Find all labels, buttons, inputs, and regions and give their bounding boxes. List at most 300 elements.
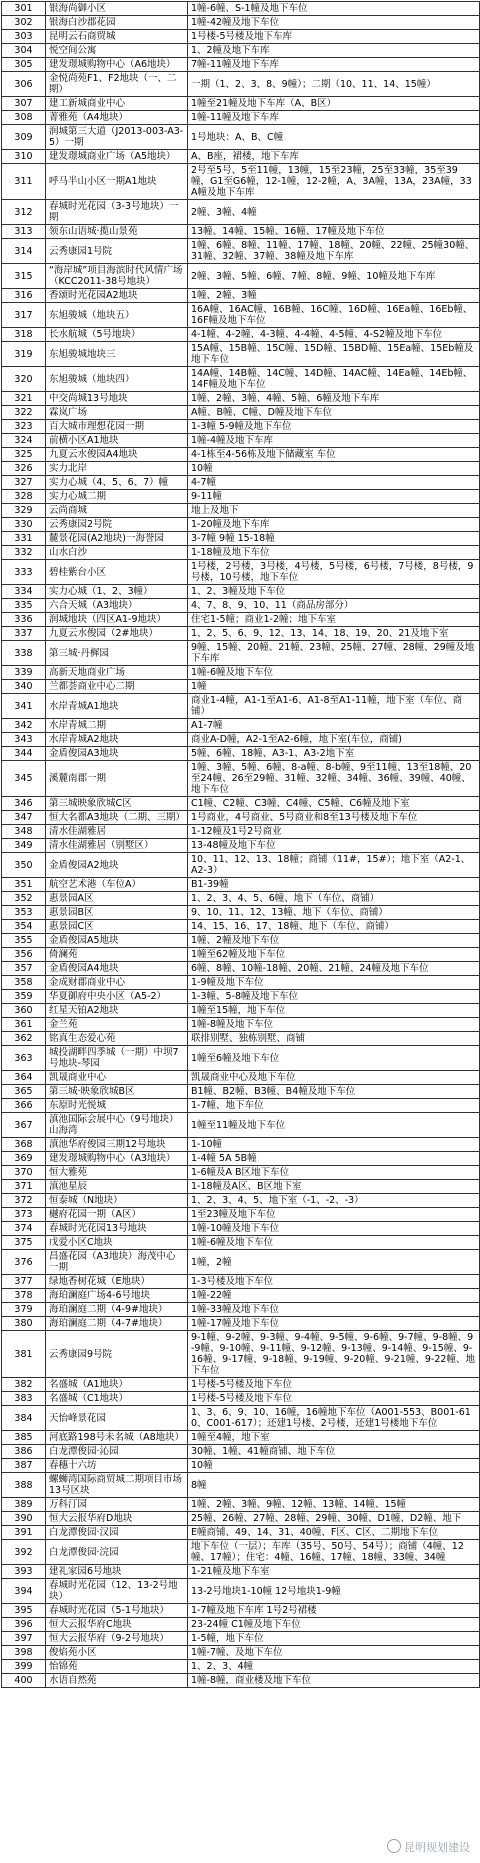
building-scope-cell: 30幢、1幢、41幢商铺、地下车位 xyxy=(188,1445,480,1459)
building-scope-cell: 4-1栋至4-56栋及地下储藏室 车位 xyxy=(188,448,480,462)
project-name-cell: 樾府花园一期（A区） xyxy=(46,1208,188,1222)
building-scope-cell: 15A幢、15B幢、15C幢、15D幢、15BD幢、15Ea幢、15Eb幢及地下车位 xyxy=(188,342,480,367)
table-row xyxy=(2,1071,480,1085)
project-name-cell: 白龙潭俊园·沁园 xyxy=(46,1445,188,1459)
table-row xyxy=(2,747,480,761)
building-scope-cell: 住宅1-5幢；商业1-2幢；地下车室 xyxy=(188,613,480,627)
project-name-cell: 六合天城（A3地块） xyxy=(46,599,188,613)
project-name-cell: 恒大云报华府C地块 xyxy=(46,1618,188,1632)
row-number-cell: 379 xyxy=(2,1303,46,1317)
table-row xyxy=(2,532,480,546)
row-number-cell: 397 xyxy=(2,1632,46,1646)
project-name-cell: 滇池国际会展中心（9号地块）山海湾 xyxy=(46,1113,188,1138)
building-scope-cell: 7幢-11幢及地下车库 xyxy=(188,58,480,72)
project-name-cell: 银海尚御小区 xyxy=(46,2,188,16)
table-row xyxy=(2,58,480,72)
table-row xyxy=(2,1331,480,1378)
row-number-cell: 303 xyxy=(2,30,46,44)
project-name-cell: 呼马半山小区一期A1地块 xyxy=(46,164,188,200)
project-name-cell: 领东山语城·揽山景苑 xyxy=(46,225,188,239)
table-row xyxy=(2,490,480,504)
project-name-cell: 春城时光花园（5-1号地块） xyxy=(46,1604,188,1618)
table-row xyxy=(2,761,480,797)
table-row xyxy=(2,976,480,990)
project-name-cell: 红星天铂A2地块 xyxy=(46,1004,188,1018)
building-scope-cell: B1幢、B2幢、B3幢、B4幢及地下车位 xyxy=(188,1085,480,1099)
row-number-cell: 322 xyxy=(2,406,46,420)
project-name-cell: 城投湖畔四季城（一期）中坝7号地块-琴园 xyxy=(46,1046,188,1071)
building-scope-cell: 9-11幢 xyxy=(188,490,480,504)
building-scope-cell: 1幢-8幢及地下车位 xyxy=(188,1018,480,1032)
table-row xyxy=(2,892,480,906)
table-row xyxy=(2,406,480,420)
project-name-cell: 海珀澜庭广场4-6号地块 xyxy=(46,1289,188,1303)
table-row xyxy=(2,342,480,367)
row-number-cell: 349 xyxy=(2,839,46,853)
building-scope-cell: 1-18幢及A区、B区地下室 xyxy=(188,1180,480,1194)
project-name-cell: 云秀康园9号院 xyxy=(46,1331,188,1378)
table-row xyxy=(2,72,480,97)
row-number-cell: 333 xyxy=(2,560,46,585)
table-row xyxy=(2,1194,480,1208)
building-scope-cell: 2幢、3幢、4幢 xyxy=(188,200,480,225)
table-row xyxy=(2,1138,480,1152)
project-name-cell: 金悦尚苑F1、F2地块（一、二期） xyxy=(46,72,188,97)
building-scope-cell: 1幢至21幢及地下车库（A、B区） xyxy=(188,97,480,111)
wechat-icon xyxy=(387,1839,401,1853)
building-scope-cell: 10幢 xyxy=(188,462,480,476)
table-row xyxy=(2,1512,480,1526)
building-scope-cell: 1、2、3、4、5、6幢、地下（车位、商铺） xyxy=(188,892,480,906)
row-number-cell: 316 xyxy=(2,289,46,303)
table-row xyxy=(2,1222,480,1236)
building-scope-cell: 1幢-7幢、及地下车位 xyxy=(188,1646,480,1660)
row-number-cell: 368 xyxy=(2,1138,46,1152)
table-row xyxy=(2,1166,480,1180)
project-name-cell: 香颂时光花园A2地块 xyxy=(46,289,188,303)
table-row xyxy=(2,1445,480,1459)
table-row xyxy=(2,920,480,934)
row-number-cell: 384 xyxy=(2,1406,46,1431)
table-row xyxy=(2,1085,480,1099)
project-name-cell: 滇池华府俊园三期12号地块 xyxy=(46,1138,188,1152)
table-row xyxy=(2,1674,480,1688)
row-number-cell: 381 xyxy=(2,1331,46,1378)
project-name-cell: 惠景园C区 xyxy=(46,920,188,934)
table-row xyxy=(2,30,480,44)
row-number-cell: 323 xyxy=(2,420,46,434)
row-number-cell: 304 xyxy=(2,44,46,58)
table-row xyxy=(2,1317,480,1331)
row-number-cell: 398 xyxy=(2,1646,46,1660)
table-row xyxy=(2,150,480,164)
watermark-text: 昆明规划建设 xyxy=(404,1841,470,1854)
building-scope-cell: 13-2号地块1-10幢 12号地块1-9幢 xyxy=(188,1579,480,1604)
building-scope-cell: 1-4幢 5A 5B幢 xyxy=(188,1152,480,1166)
building-scope-cell: 1幢 xyxy=(188,680,480,694)
building-scope-cell: C1幢、C2幢、C3幢、C4幢、C5幢、C6幢及地下室 xyxy=(188,797,480,811)
table-row xyxy=(2,1018,480,1032)
table-row xyxy=(2,934,480,948)
row-number-cell: 305 xyxy=(2,58,46,72)
table-row xyxy=(2,225,480,239)
table-row xyxy=(2,1498,480,1512)
building-scope-cell: 13幢、14幢、15幢、16幢、17幢及地下车位 xyxy=(188,225,480,239)
project-name-cell: 名盛城（A1地块） xyxy=(46,1378,188,1392)
building-scope-cell: 凯晟商业中心及地下车位 xyxy=(188,1071,480,1085)
building-scope-cell: 16A幢、16AC幢、16B幢、16C幢、16D幢、16Ea幢、16Eb幢、16F幢及地下车位 xyxy=(188,303,480,328)
row-number-cell: 361 xyxy=(2,1018,46,1032)
row-number-cell: 386 xyxy=(2,1445,46,1459)
table-row xyxy=(2,1526,480,1540)
row-number-cell: 307 xyxy=(2,97,46,111)
project-name-cell: 兰都荟商业中心二期 xyxy=(46,680,188,694)
project-name-cell: 前横小区A1地块 xyxy=(46,434,188,448)
project-name-cell: 白龙潭俊园·浣园 xyxy=(46,1540,188,1565)
project-name-cell: 白龙潭俊园·汉园 xyxy=(46,1526,188,1540)
project-name-cell: 第三城映象欣城C区 xyxy=(46,797,188,811)
building-scope-cell: 1幢、2幢、3幢、9幢、12幢、13幢、14幢、15幢 xyxy=(188,1498,480,1512)
building-scope-cell: 商业1-4幢，A1-1至A1-6、A1-8至A1-11幢，地下室（车位、商铺） xyxy=(188,694,480,719)
table-row xyxy=(2,733,480,747)
building-scope-cell: 1幢至11幢及地下车位 xyxy=(188,1113,480,1138)
row-number-cell: 378 xyxy=(2,1289,46,1303)
table-row xyxy=(2,1646,480,1660)
table-row xyxy=(2,111,480,125)
building-scope-cell: 1幢-6幢及地下车位 xyxy=(188,1236,480,1250)
row-number-cell: 342 xyxy=(2,719,46,733)
project-name-cell: 菁雅苑（A4地块） xyxy=(46,111,188,125)
building-scope-cell: 1、2、3、4、5、地下室（-1、-2、-3） xyxy=(188,1194,480,1208)
table-row xyxy=(2,164,480,200)
table-row xyxy=(2,1303,480,1317)
project-name-cell: 昌盛花园（A3地块）海茂中心一期 xyxy=(46,1250,188,1275)
project-name-cell: 银海白沙郡花园 xyxy=(46,16,188,30)
table-row xyxy=(2,97,480,111)
table-row xyxy=(2,1618,480,1632)
building-scope-cell: 13-48幢及地下车位 xyxy=(188,839,480,853)
building-scope-cell: 1幢-6幢及地下车位 xyxy=(188,666,480,680)
building-scope-cell: 10、11、12、13、18幢；商铺（11#，15#）；地下室（A2-1、A2-3） xyxy=(188,853,480,878)
project-table xyxy=(1,1,480,1688)
table-row xyxy=(2,680,480,694)
building-scope-cell: 1-12幢及1号2号商业 xyxy=(188,825,480,839)
table-row xyxy=(2,289,480,303)
project-name-cell: 水岸青城A1地块 xyxy=(46,694,188,719)
project-name-cell: 天怡峰景花园 xyxy=(46,1406,188,1431)
building-scope-cell: 1-5幢，地下车位 xyxy=(188,1632,480,1646)
table-row xyxy=(2,476,480,490)
table-row xyxy=(2,303,480,328)
building-scope-cell: 6幢、8幢、10幢-18幢、20幢、21幢、24幢及地下车位 xyxy=(188,962,480,976)
row-number-cell: 370 xyxy=(2,1166,46,1180)
table-row xyxy=(2,367,480,392)
project-name-cell: “海岸城”项目海滨时代风情广场（KCC2011-38号地块） xyxy=(46,264,188,289)
row-number-cell: 337 xyxy=(2,627,46,641)
building-scope-cell: 1号楼-5号楼及地下车库 xyxy=(188,30,480,44)
building-scope-cell: 1幢至15幢，地下车位 xyxy=(188,1004,480,1018)
project-name-cell: 实力心城二期 xyxy=(46,490,188,504)
building-scope-cell: 1-3幢、5-8幢及地下车位 xyxy=(188,990,480,1004)
table-row xyxy=(2,1236,480,1250)
row-number-cell: 394 xyxy=(2,1579,46,1604)
row-number-cell: 327 xyxy=(2,476,46,490)
table-row xyxy=(2,200,480,225)
table-row xyxy=(2,239,480,264)
building-scope-cell: 1幢-22幢 xyxy=(188,1289,480,1303)
project-name-cell: 中交尚城13号地块 xyxy=(46,392,188,406)
project-name-cell: 金盾俊园A3地块 xyxy=(46,747,188,761)
building-scope-cell: 1幢，2幢 xyxy=(188,1250,480,1275)
row-number-cell: 325 xyxy=(2,448,46,462)
row-number-cell: 308 xyxy=(2,111,46,125)
row-number-cell: 331 xyxy=(2,532,46,546)
row-number-cell: 315 xyxy=(2,264,46,289)
row-number-cell: 376 xyxy=(2,1250,46,1275)
row-number-cell: 372 xyxy=(2,1194,46,1208)
building-scope-cell: 4-1幢、4-2幢、4-3幢、4-4幢、4-5幢、4-S2幢及地下车位 xyxy=(188,328,480,342)
project-name-cell: 绿地香树花城（E地块） xyxy=(46,1275,188,1289)
row-number-cell: 334 xyxy=(2,585,46,599)
building-scope-cell: 3-7幢 9幢 15-18幢 xyxy=(188,532,480,546)
building-scope-cell: 1幢-11幢及地下车库 xyxy=(188,111,480,125)
table-row xyxy=(2,125,480,150)
row-number-cell: 365 xyxy=(2,1085,46,1099)
building-scope-cell: 1-10幢 xyxy=(188,1138,480,1152)
project-name-cell: 恒大云报华府（9-2号地块） xyxy=(46,1632,188,1646)
building-scope-cell: 1幢、2幢、3幢、4幢、5幢、6幢及地下车库 xyxy=(188,392,480,406)
project-name-cell: 清水佳湖雅居 xyxy=(46,825,188,839)
row-number-cell: 393 xyxy=(2,1565,46,1579)
building-scope-cell: 1号楼，2号楼，3号楼，4号楼，5号楼，6号楼，7号楼，8号楼，9号楼，10号楼，地下车位 xyxy=(188,560,480,585)
project-name-cell: 九夏云水俊园A4地块 xyxy=(46,448,188,462)
table-row xyxy=(2,504,480,518)
building-scope-cell: 1幢至6幢及地下车位 xyxy=(188,1046,480,1071)
table-row xyxy=(2,1431,480,1445)
building-scope-cell: 5幢、6幢、18幢、A3-1、A3-2地下室 xyxy=(188,747,480,761)
project-name-cell: 建发璟城商业广场（A5地块） xyxy=(46,150,188,164)
table-row xyxy=(2,16,480,30)
row-number-cell: 380 xyxy=(2,1317,46,1331)
building-scope-cell: 1、2、3幢及地下车位 xyxy=(188,585,480,599)
row-number-cell: 355 xyxy=(2,934,46,948)
row-number-cell: 374 xyxy=(2,1222,46,1236)
row-number-cell: 332 xyxy=(2,546,46,560)
project-name-cell: 霖岚广场 xyxy=(46,406,188,420)
project-name-cell: 凯晟商业中心 xyxy=(46,1071,188,1085)
row-number-cell: 359 xyxy=(2,990,46,1004)
table-row xyxy=(2,1378,480,1392)
row-number-cell: 301 xyxy=(2,2,46,16)
project-name-cell: 万科汀园 xyxy=(46,1498,188,1512)
table-row xyxy=(2,264,480,289)
project-name-cell: 麓景花园(A2地块)一海誉园 xyxy=(46,532,188,546)
building-scope-cell: 1幢-8幢，商业楼及地下车位 xyxy=(188,1674,480,1688)
project-name-cell: 恒泰城（N地块） xyxy=(46,1194,188,1208)
row-number-cell: 318 xyxy=(2,328,46,342)
row-number-cell: 389 xyxy=(2,1498,46,1512)
table-row xyxy=(2,1540,480,1565)
building-scope-cell: 1幢至62幢及地下车位 xyxy=(188,948,480,962)
row-number-cell: 339 xyxy=(2,666,46,680)
row-number-cell: 364 xyxy=(2,1071,46,1085)
table-row xyxy=(2,1152,480,1166)
row-number-cell: 356 xyxy=(2,948,46,962)
project-name-cell: 悦空间公寓 xyxy=(46,44,188,58)
table-row xyxy=(2,1406,480,1431)
building-scope-cell: 联排别墅、独栋别墅、商铺 xyxy=(188,1032,480,1046)
project-name-cell: 第三城·映象欣城B区 xyxy=(46,1085,188,1099)
project-name-cell: 实力心城（1、2、3幢） xyxy=(46,585,188,599)
project-name-cell: 怡锦苑 xyxy=(46,1660,188,1674)
building-scope-cell: 1幢-42幢及地下车位 xyxy=(188,16,480,30)
table-row xyxy=(2,585,480,599)
table-row xyxy=(2,613,480,627)
project-name-cell: 惠景园B区 xyxy=(46,906,188,920)
building-scope-cell: 1幢-10幢及地下车位 xyxy=(188,1222,480,1236)
project-name-cell: 恒大云报华府D地块 xyxy=(46,1512,188,1526)
project-name-cell: 金盾俊园A4地块 xyxy=(46,962,188,976)
project-name-cell: 惠景园A区 xyxy=(46,892,188,906)
table-row xyxy=(2,853,480,878)
row-number-cell: 335 xyxy=(2,599,46,613)
project-name-cell: 碧桂紫台小区 xyxy=(46,560,188,585)
row-number-cell: 367 xyxy=(2,1113,46,1138)
table-row xyxy=(2,797,480,811)
project-name-cell: 建发璟城购物中心（A3地块） xyxy=(46,1152,188,1166)
building-scope-cell: 1号地块：A、B、C幢 xyxy=(188,125,480,150)
building-scope-cell: 商业A-D幢，A2-1至A2-6幢，地下室(车位，商铺) xyxy=(188,733,480,747)
building-scope-cell: 9、10、11、12、13幢、地下（车位、商铺） xyxy=(188,906,480,920)
table-row xyxy=(2,1289,480,1303)
row-number-cell: 354 xyxy=(2,920,46,934)
row-number-cell: 390 xyxy=(2,1512,46,1526)
project-name-cell: 金盾俊园A2地块 xyxy=(46,853,188,878)
row-number-cell: 395 xyxy=(2,1604,46,1618)
project-name-cell: 螺蛳湾国际商贸城二期项目市场13号区块 xyxy=(46,1473,188,1498)
project-name-cell: 华夏御府中央小区（A5-2） xyxy=(46,990,188,1004)
row-number-cell: 353 xyxy=(2,906,46,920)
building-scope-cell: 1、2、5、6、9、12、13、14、18、19、20、21及地下室 xyxy=(188,627,480,641)
table-row xyxy=(2,1099,480,1113)
row-number-cell: 352 xyxy=(2,892,46,906)
table-row xyxy=(2,1660,480,1674)
row-number-cell: 348 xyxy=(2,825,46,839)
table-row xyxy=(2,518,480,532)
project-name-cell: 春城时光花园（3-3号地块）一期 xyxy=(46,200,188,225)
row-number-cell: 309 xyxy=(2,125,46,150)
row-number-cell: 345 xyxy=(2,761,46,797)
building-scope-cell: 1-18幢及地下车位 xyxy=(188,546,480,560)
building-scope-cell: A幢、B幢、C幢、D幢及地下车位 xyxy=(188,406,480,420)
row-number-cell: 326 xyxy=(2,462,46,476)
building-scope-cell: 1幢、2幢、3幢 xyxy=(188,289,480,303)
project-name-cell: 建礼家园6号地块 xyxy=(46,1565,188,1579)
project-name-cell: 航空艺术港（车位A） xyxy=(46,878,188,892)
building-scope-cell: 1幢-33幢及地下车位 xyxy=(188,1303,480,1317)
row-number-cell: 341 xyxy=(2,694,46,719)
row-number-cell: 302 xyxy=(2,16,46,30)
table-row xyxy=(2,1565,480,1579)
building-scope-cell: 1号楼-5号楼及地下车位 xyxy=(188,1392,480,1406)
row-number-cell: 344 xyxy=(2,747,46,761)
building-scope-cell: 1-7幢、地下车位 xyxy=(188,1099,480,1113)
project-name-cell: 水语自然苑 xyxy=(46,1674,188,1688)
project-name-cell: 润城第三大道（J2013-003-A3-5）一期 xyxy=(46,125,188,150)
table-row xyxy=(2,1632,480,1646)
project-name-cell: 昆明云石商贸城 xyxy=(46,30,188,44)
project-name-cell: 俊焰苑小区 xyxy=(46,1646,188,1660)
building-scope-cell: 1-9幢及地下车位 xyxy=(188,976,480,990)
row-number-cell: 396 xyxy=(2,1618,46,1632)
table-row xyxy=(2,694,480,719)
row-number-cell: 320 xyxy=(2,367,46,392)
building-scope-cell: 1-3号楼及地下车位 xyxy=(188,1275,480,1289)
table-row xyxy=(2,560,480,585)
row-number-cell: 329 xyxy=(2,504,46,518)
row-number-cell: 343 xyxy=(2,733,46,747)
building-scope-cell: 2幢、3幢、5幢、6幢、7幢、8幢、9幢、10幢及地下车库 xyxy=(188,264,480,289)
table-row xyxy=(2,448,480,462)
project-name-cell: 春城时光花园13号地块 xyxy=(46,1222,188,1236)
row-number-cell: 375 xyxy=(2,1236,46,1250)
building-scope-cell: A1-7幢 xyxy=(188,719,480,733)
building-scope-cell: 1-6幢及A B区地下车位 xyxy=(188,1166,480,1180)
project-name-cell: 第三城·丹樨园 xyxy=(46,641,188,666)
row-number-cell: 387 xyxy=(2,1459,46,1473)
project-name-cell: 水岸青城A2地块 xyxy=(46,733,188,747)
building-scope-cell: B1-39幢 xyxy=(188,878,480,892)
project-name-cell: 海珀澜庭二期（4-7#地块） xyxy=(46,1317,188,1331)
project-name-cell: 九夏云水俊园（2#地块） xyxy=(46,627,188,641)
table-row xyxy=(2,1180,480,1194)
building-scope-cell: 1号楼-5号楼及地下车位 xyxy=(188,1378,480,1392)
row-number-cell: 312 xyxy=(2,200,46,225)
building-scope-cell: 1幢、2幢及地下车位 xyxy=(188,934,480,948)
row-number-cell: 347 xyxy=(2,811,46,825)
project-name-cell: 山水白沙 xyxy=(46,546,188,560)
row-number-cell: 399 xyxy=(2,1660,46,1674)
building-scope-cell: 1幢、6幢、8幢、11幢、17幢、18幢、20幢、22幢、25幢30幢、31幢、32幢、37幢、38幢及地下车库 xyxy=(188,239,480,264)
table-row xyxy=(2,962,480,976)
project-name-cell: 云尚商城 xyxy=(46,504,188,518)
row-number-cell: 313 xyxy=(2,225,46,239)
project-name-cell: 金盾俊园A5地块 xyxy=(46,934,188,948)
table-row xyxy=(2,839,480,853)
building-scope-cell: 8幢 xyxy=(188,1473,480,1498)
row-number-cell: 383 xyxy=(2,1392,46,1406)
building-scope-cell: 1-7幢及地下车库 1号2号裙楼 xyxy=(188,1604,480,1618)
building-scope-cell: 1-20幢及地下车库 xyxy=(188,518,480,532)
building-scope-cell: 1幢-6幢、S-1幢及地下车位 xyxy=(188,2,480,16)
row-number-cell: 373 xyxy=(2,1208,46,1222)
project-name-cell: 水岸青城二期 xyxy=(46,719,188,733)
building-scope-cell: 一期（1、2、3、8、9幢）；二期（10、11、14、15幢） xyxy=(188,72,480,97)
table-row xyxy=(2,906,480,920)
project-name-cell: 溪麓南郡一期 xyxy=(46,761,188,797)
table-row xyxy=(2,434,480,448)
table-row xyxy=(2,44,480,58)
project-name-cell: 金兰苑 xyxy=(46,1018,188,1032)
project-name-cell: 云秀康园2号院 xyxy=(46,518,188,532)
row-number-cell: 362 xyxy=(2,1032,46,1046)
building-scope-cell: 25幢、26幢、27幢、28幢、29幢、30幢、D1幢、D2幢、地下 xyxy=(188,1512,480,1526)
row-number-cell: 385 xyxy=(2,1431,46,1445)
table-row xyxy=(2,392,480,406)
row-number-cell: 321 xyxy=(2,392,46,406)
row-number-cell: 363 xyxy=(2,1046,46,1071)
table-row xyxy=(2,546,480,560)
